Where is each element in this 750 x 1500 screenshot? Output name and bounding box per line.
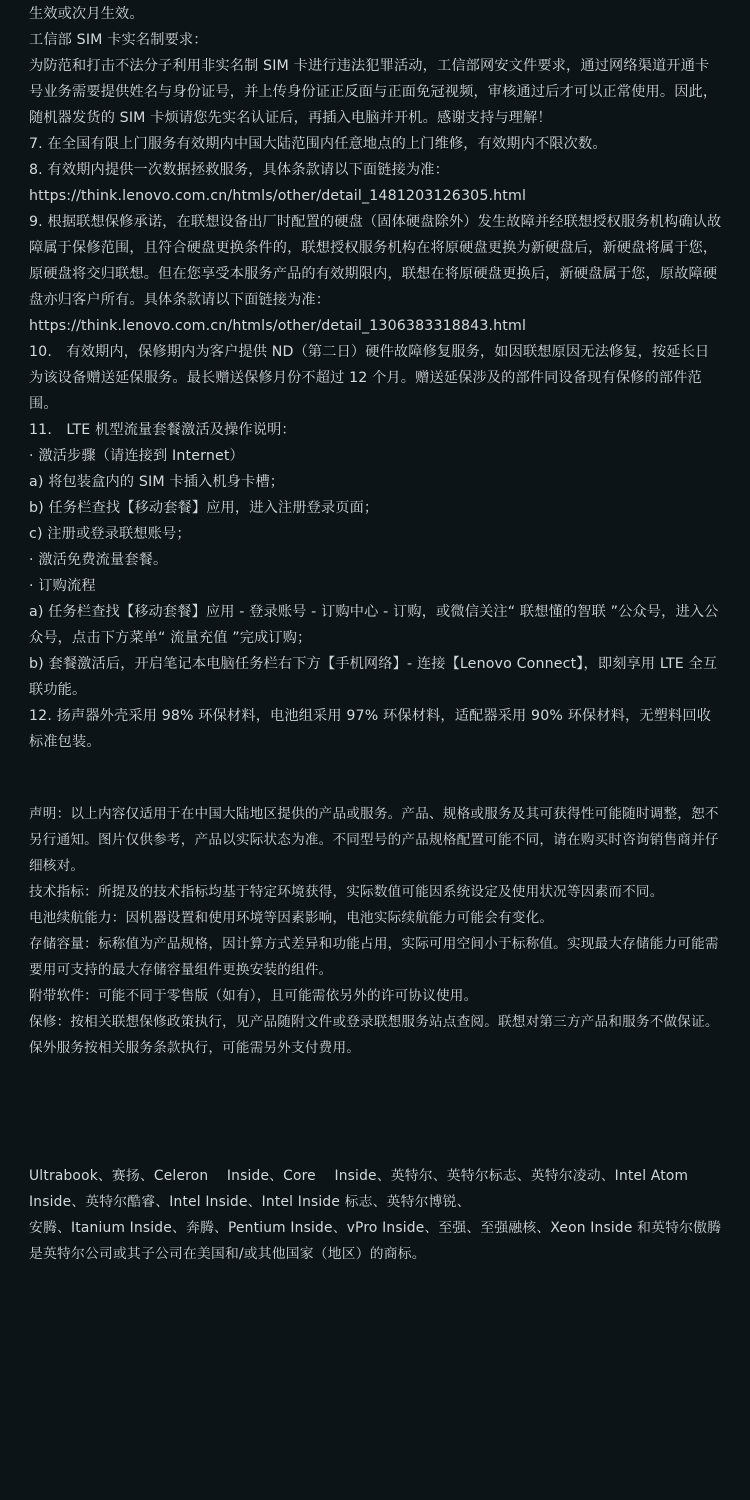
hard-disk-link[interactable]: https://think.lenovo.com.cn/htmls/other/detail_1306383318843.html	[29, 318, 527, 334]
term-item-10: 10. 有效期内，保修期内为客户提供 ND（第二日）硬件故障修复服务，如因联想原因无法修复，按延长日为该设备赠送延保服务。最长赠送保修月份不超过 12 个月。赠送延保涉及的部件同设备现有保修的部件范围。	[29, 344, 710, 412]
order-process-heading: · 订购流程	[29, 578, 96, 594]
terms-line: 生效或次月生效。	[29, 6, 144, 22]
service-terms-section	[29, 0, 722, 755]
term-item-9: 9. 根据联想保修承诺，在联想设备出厂时配置的硬盘（固体硬盘除外）发生故障并经联想授权服务机构确认故障属于保修范围，且符合硬盘更换条件的，联想授权服务机构在将原硬盘更换为新硬盘后，新硬盘将属于您，原硬盘将交归联想。但在您享受本服务产品的有效期限内，联想在将原硬盘更换后，新硬盘属于您，原故障硬盘亦归客户所有。具体条款请以下面链接为准：	[29, 214, 722, 308]
order-step-b: b) 套餐激活后，开启笔记本电脑任务栏右下方【手机网络】- 连接【Lenovo Connect】，即刻享用 LTE 全互联功能。	[29, 656, 718, 698]
trademark-line-2: 安腾、Itanium Inside、奔腾、Pentium Inside、vPro Inside、至强、至强融核、Xeon Inside 和英特尔傲腾是英特尔公司或其子公司在美国和/或其他国家（地区）的商标。	[29, 1220, 722, 1262]
trademark-line-1: Ultrabook、赛扬、Celeron Inside、Core Inside、英特尔、英特尔标志、英特尔凌动、Intel Atom Inside、英特尔酷睿、Intel Inside、Intel Inside 标志、英特尔博锐、	[29, 1168, 689, 1210]
activation-steps-heading: · 激活步骤（请连接到 Internet）	[29, 448, 244, 464]
activation-step-c: c) 注册或登录联想账号；	[29, 526, 191, 542]
disclaimer-statement: 声明：以上内容仅适用于在中国大陆地区提供的产品或服务。产品、规格或服务及其可获得性可能随时调整，恕不另行通知。图片仅供参考，产品以实际状态为准。不同型号的产品规格配置可能不同，请在购买时咨询销售商并仔细核对。	[29, 806, 719, 874]
data-rescue-link[interactable]: https://think.lenovo.com.cn/htmls/other/detail_1481203126305.html	[29, 188, 527, 204]
disclaimer-tech-specs: 技术指标：所提及的技术指标均基于特定环境获得，实际数值可能因系统设定及使用状况等因素而不同。	[29, 884, 664, 900]
sim-realname-paragraph: 为防范和打击不法分子利用非实名制 SIM 卡进行违法犯罪活动，工信部网安文件要求，通过网络渠道开通卡号业务需要提供姓名与身份证号，并上传身份证正反面与正面免冠视频，审核通过后才可以正常使用。因此，随机器发货的 SIM 卡烦请您先实名认证后，再插入电脑并开机。感谢支持与理解！	[29, 58, 718, 126]
activation-step-b: b) 任务栏查找【移动套餐】应用，进入注册登录页面；	[29, 500, 379, 516]
term-item-7: 7. 在全国有限上门服务有效期内中国大陆范围内任意地点的上门维修，有效期内不限次数。	[29, 136, 607, 152]
sim-realname-heading: 工信部 SIM 卡实名制要求：	[29, 32, 208, 48]
term-item-12: 12. 扬声器外壳采用 98% 环保材料，电池组采用 97% 环保材料，适配器采用 90% 环保材料，无塑料回收标准包装。	[29, 708, 712, 750]
disclaimer-section	[29, 801, 722, 1061]
term-item-11: 11. LTE 机型流量套餐激活及操作说明：	[29, 422, 296, 438]
activate-free-package: · 激活免费流量套餐。	[29, 552, 168, 568]
disclaimer-warranty: 保修：按相关联想保修政策执行，见产品随附文件或登录联想服务站点查阅。联想对第三方产品和服务不做保证。保外服务按相关服务条款执行，可能需另外支付费用。	[29, 1014, 719, 1056]
trademark-section	[29, 1163, 722, 1267]
activation-step-a: a) 将包装盒内的 SIM 卡插入机身卡槽；	[29, 474, 285, 490]
disclaimer-battery: 电池续航能力：因机器设置和使用环境等因素影响，电池实际续航能力可能会有变化。	[29, 910, 554, 926]
disclaimer-storage: 存储容量：标称值为产品规格，因计算方式差异和功能占用，实际可用空间小于标称值。实现最大存储能力可能需要用可支持的最大存储容量组件更换安装的组件。	[29, 936, 719, 978]
term-item-8: 8. 有效期内提供一次数据拯救服务，具体条款请以下面链接为准：	[29, 162, 449, 178]
order-step-a: a) 任务栏查找【移动套餐】应用 - 登录账号 - 订购中心 - 订购，或微信关注“ 联想懂的智联 ”公众号，进入公众号，点击下方菜单“ 流量充值 ”完成订购；	[29, 604, 719, 646]
disclaimer-software: 附带软件：可能不同于零售版（如有），且可能需依另外的许可协议使用。	[29, 988, 478, 1004]
